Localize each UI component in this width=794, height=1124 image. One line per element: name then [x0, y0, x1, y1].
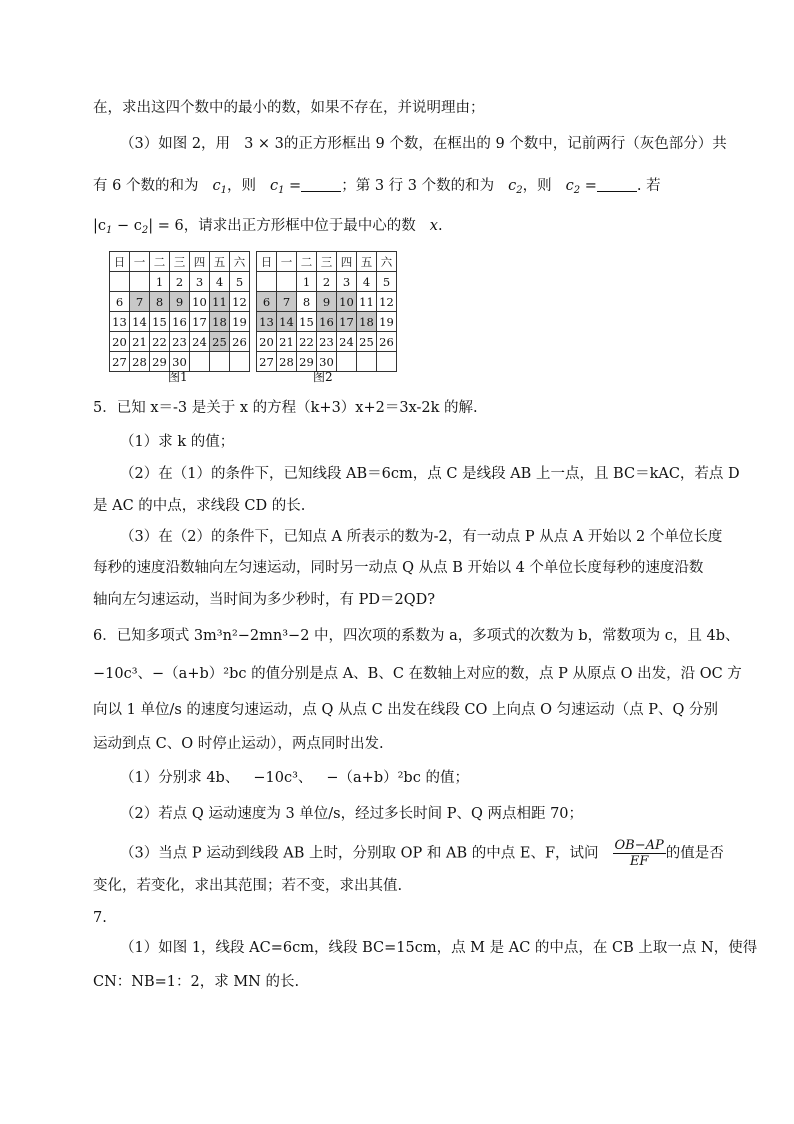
text-span: ；第 3 行 3 个数的和为: [341, 178, 495, 194]
text-line: [93, 176, 661, 201]
calendar-day-cell: [277, 272, 297, 292]
calendar-day-cell: 28: [130, 352, 150, 372]
text-line: （3）在（2）的条件下，已知点 A 所表示的数为-2，有一动点 P 从点 A 开始以 2 个单位长度: [120, 529, 723, 545]
calendar-day-cell: 2: [170, 272, 190, 292]
calendar-day-cell: 17: [190, 312, 210, 332]
calendar-day-cell: 20: [257, 332, 277, 352]
calendar-header-cell: 五: [210, 252, 230, 272]
calendar-day-cell: 8: [150, 292, 170, 312]
text-line: 在，求出这四个数中的最小的数，如果不存在，并说明理由；: [93, 100, 485, 116]
calendar-day-cell: 22: [297, 332, 317, 352]
fraction-denominator: EF: [629, 854, 649, 869]
calendar-header-cell: 五: [357, 252, 377, 272]
calendar-day-cell: 19: [377, 312, 397, 332]
text-line: （2）若点 Q 运动速度为 3 单位/s，经过多长时间 P、Q 两点相距 70；: [120, 806, 584, 822]
calendar-day-cell: 30: [170, 352, 190, 372]
calendar-day-cell: [257, 272, 277, 292]
calendar-header-cell: 四: [337, 252, 357, 272]
fraction-numerator: OB−AP: [614, 838, 664, 853]
text-span: 的值是否: [665, 845, 724, 862]
calendar-day-cell: 3: [337, 272, 357, 292]
calendar-day-cell: 23: [170, 332, 190, 352]
calendar-day-cell: 29: [150, 352, 170, 372]
calendar-day-cell: 28: [277, 352, 297, 372]
calendar-day-cell: 29: [297, 352, 317, 372]
text-line: 是 AC 的中点，求线段 CD 的长.: [93, 498, 306, 514]
answer-blank: [597, 177, 637, 192]
calendar-day-cell: 24: [190, 332, 210, 352]
text-line: （1）求 k 的值；: [120, 434, 235, 450]
calendar-header-cell: 六: [230, 252, 250, 272]
calendar-day-cell: 9: [170, 292, 190, 312]
math-var: c: [565, 178, 574, 194]
calendar-header-cell: 三: [170, 252, 190, 272]
text-line: CN：NB=1：2，求 MN 的长.: [93, 974, 300, 990]
calendar-day-cell: 10: [337, 292, 357, 312]
math-span: −10c³、: [253, 770, 313, 786]
calendar-day-cell: 22: [150, 332, 170, 352]
calendar-day-cell: 26: [230, 332, 250, 352]
calendar-day-cell: 26: [377, 332, 397, 352]
calendar-day-cell: 13: [257, 312, 277, 332]
text-line: [93, 216, 443, 241]
math-var: c: [269, 178, 279, 194]
question-6: 6．已知多项式 3m³n²−2mn³−2 中，四次项的系数为 a，多项式的次数为 b，常数项为 c，且 4b、: [93, 628, 740, 644]
text-span: （1）分别求 4b、: [120, 770, 240, 786]
fraction: [613, 838, 666, 869]
calendar-figure-2: [256, 251, 397, 372]
question-5: 5．已知 x＝-3 是关于 x 的方程（k+3）x+2＝3x-2k 的解.: [93, 400, 478, 416]
calendar-day-cell: 16: [317, 312, 337, 332]
math-var: x: [429, 218, 438, 234]
math-span: −（a+b）²bc 的值；: [326, 770, 469, 786]
calendar-day-cell: 7: [277, 292, 297, 312]
math-sub: 1: [278, 185, 285, 196]
text-line: 运动到点 C、O 时停止运动），两点同时出发.: [93, 736, 384, 752]
text-line: [120, 838, 724, 869]
calendar-figure-1: [109, 251, 250, 372]
text-span: 的正方形框出 9 个数，在框出的 9 个数中，记前两行（灰色部分）共: [283, 136, 727, 152]
calendar-day-cell: 20: [110, 332, 130, 352]
math-span: | = 6: [148, 218, 184, 234]
calendar-day-cell: 24: [337, 332, 357, 352]
text-line: （1）如图 1，线段 AC=6cm，线段 BC=15cm，点 M 是 AC 的中点，在 CB 上取一点 N，使得: [120, 940, 758, 956]
math-sub: 1: [220, 185, 227, 196]
calendar-day-cell: 1: [297, 272, 317, 292]
text-line: 变化，若变化，求出其范围；若不变，求出其值.: [93, 878, 403, 894]
calendar-header-cell: 一: [130, 252, 150, 272]
text-span: 有 6 个数的和为: [93, 178, 199, 194]
text-line: [120, 134, 727, 154]
calendar-day-cell: 4: [357, 272, 377, 292]
calendar-day-cell: 7: [130, 292, 150, 312]
math-var: c: [508, 178, 517, 194]
calendar-day-cell: 4: [210, 272, 230, 292]
calendar-day-cell: 11: [210, 292, 230, 312]
calendar-day-cell: 23: [317, 332, 337, 352]
calendar-day-cell: 12: [230, 292, 250, 312]
calendar-header-cell: 二: [297, 252, 317, 272]
calendar-day-cell: [337, 352, 357, 372]
calendar-day-cell: 6: [110, 292, 130, 312]
calendar-day-cell: 16: [170, 312, 190, 332]
text-line: −10c³、−（a+b）²bc 的值分别是点 A、B、C 在数轴上对应的数，点 P 从原点 O 出发，沿 OC 方: [93, 666, 742, 682]
calendar-header-cell: 一: [277, 252, 297, 272]
figure-caption: 图2: [313, 370, 333, 384]
calendar-day-cell: 25: [210, 332, 230, 352]
calendar-day-cell: [357, 352, 377, 372]
text-line: 每秒的速度沿数轴向左匀速运动，同时另一动点 Q 从点 B 开始以 4 个单位长度每秒的速度沿数: [93, 560, 704, 576]
math-sub: 2: [573, 185, 581, 196]
calendar-day-cell: 27: [110, 352, 130, 372]
text-span: ，请求出正方形框中位于最中心的数: [183, 218, 416, 234]
calendar-day-cell: 14: [130, 312, 150, 332]
calendar-day-cell: 27: [257, 352, 277, 372]
text-span: . 若: [636, 178, 661, 194]
calendar-day-cell: [210, 352, 230, 372]
calendar-day-cell: [377, 352, 397, 372]
calendar-day-cell: 17: [337, 312, 357, 332]
math-sub: 1: [106, 225, 113, 236]
text-span: （3）如图 2，用: [120, 136, 231, 152]
calendar-day-cell: 11: [357, 292, 377, 312]
calendar-day-cell: 15: [150, 312, 170, 332]
calendar-day-cell: 18: [357, 312, 377, 332]
calendar-day-cell: 12: [377, 292, 397, 312]
calendar-day-cell: 2: [317, 272, 337, 292]
math-sub: 2: [516, 185, 523, 196]
calendar-day-cell: 6: [257, 292, 277, 312]
math-sub: 2: [141, 225, 149, 236]
calendar-day-cell: 15: [297, 312, 317, 332]
calendar-day-cell: [230, 352, 250, 372]
text-line: 向以 1 单位/s 的速度匀速运动，点 Q 从点 C 出发在线段 CO 上向点 O 匀速运动（点 P、Q 分别: [93, 702, 718, 718]
calendar-header-cell: 四: [190, 252, 210, 272]
calendar-header-cell: 三: [317, 252, 337, 272]
math-span: =: [284, 178, 302, 194]
math-span: − c: [112, 218, 142, 234]
math-var: c: [212, 178, 221, 194]
calendar-day-cell: 3: [190, 272, 210, 292]
calendar-day-cell: 13: [110, 312, 130, 332]
calendar-header-cell: 二: [150, 252, 170, 272]
text-span: （3）当点 P 运动到线段 AB 上时，分别取 OP 和 AB 的中点 E、F，试问: [120, 845, 599, 862]
math-span: |c: [93, 218, 107, 234]
calendar-day-cell: 25: [357, 332, 377, 352]
calendar-header-cell: 日: [257, 252, 277, 272]
calendar-day-cell: 5: [377, 272, 397, 292]
math-span: =: [580, 178, 597, 194]
calendar-header-cell: 日: [110, 252, 130, 272]
text-span: ，则: [522, 178, 552, 194]
text-span: ，则: [226, 178, 256, 194]
calendar-day-cell: 30: [317, 352, 337, 372]
calendar-header-cell: 六: [377, 252, 397, 272]
calendar-day-cell: 10: [190, 292, 210, 312]
answer-blank: [301, 177, 341, 192]
calendar-day-cell: 21: [130, 332, 150, 352]
math-span: 3 × 3: [244, 136, 284, 152]
calendar-day-cell: 1: [150, 272, 170, 292]
calendar-day-cell: 21: [277, 332, 297, 352]
text-line: （2）在（1）的条件下，已知线段 AB＝6cm，点 C 是线段 AB 上一点，且 BC＝kAC，若点 D: [120, 466, 740, 482]
calendar-day-cell: [130, 272, 150, 292]
calendar-day-cell: 18: [210, 312, 230, 332]
calendar-day-cell: [190, 352, 210, 372]
question-7: 7.: [93, 910, 107, 926]
calendar-day-cell: 14: [277, 312, 297, 332]
calendar-day-cell: 8: [297, 292, 317, 312]
calendar-day-cell: 19: [230, 312, 250, 332]
text-line: 轴向左匀速运动，当时间为多少秒时，有 PD＝2QD?: [93, 592, 436, 608]
calendar-day-cell: 5: [230, 272, 250, 292]
calendar-day-cell: [110, 272, 130, 292]
text-line: [120, 768, 469, 788]
calendar-day-cell: 9: [317, 292, 337, 312]
text-span: .: [437, 218, 443, 234]
figure-caption: 图1: [168, 370, 188, 384]
